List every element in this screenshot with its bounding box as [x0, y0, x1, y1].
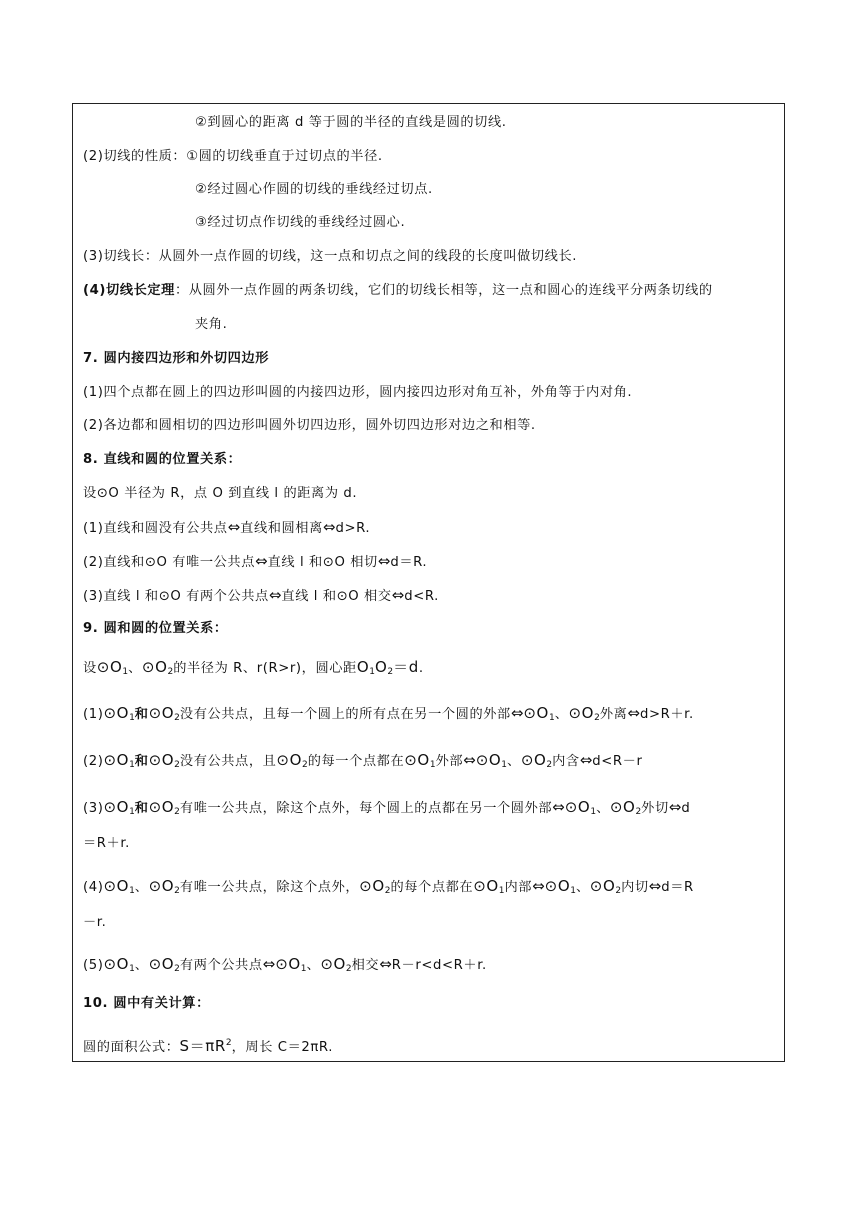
circle-relation-4: $(4)⊙O_1$、$⊙O_2$有唯一公共点，除这个点外，$⊙O_2$的每个点都在$⊙O_1$内部$\Leftrightarrow⊙O_1$、$⊙O_2$内切⇔d＝R [83, 877, 694, 896]
equivalence-icon: ⇔ [532, 877, 545, 895]
circle-relation-3-cont: ＝R＋r. [83, 836, 130, 851]
section-10-title: 10. 圆中有关计算： [83, 996, 210, 1011]
equivalence-icon: ⇔ [268, 586, 282, 604]
equivalence-icon: ⇔ [262, 955, 276, 973]
equivalence-icon: ⇔ [227, 518, 241, 536]
section-7-title: 7. 圆内接四边形和外切四边形 [83, 351, 270, 366]
tangent-length: (3)切线长：从圆外一点作圆的切线，这一点和切点之间的线段的长度叫做切线长. [83, 249, 578, 264]
section-8-intro: 设⊙O 半径为 R，点 O 到直线 l 的距离为 d. [83, 486, 358, 501]
equivalence-icon: ⇔ [668, 798, 682, 816]
equivalence-icon: ⇔ [391, 586, 405, 604]
theorem-text: ：从圆外一点作圆的两条切线，它们的切线长相等，这一点和圆心的连线平分两条切线的 [174, 283, 713, 298]
tangent-length-theorem [83, 282, 713, 300]
circle-relation-4-cont: －r. [83, 915, 107, 930]
theorem-continuation: 夹角. [195, 317, 228, 332]
section-8-item-1: (1)直线和圆没有公共点⇔直线和圆相离⇔d>R. [83, 518, 371, 536]
circle-relation-5: $(5)⊙O_1$、$⊙O_2$有两个公共点$\Leftrightarrow⊙O_1$、$⊙O_2$相交⇔R－r<d<R＋r. [83, 955, 487, 974]
circle-relation-2: $(2)⊙O_1$和$⊙O_2$没有公共点，且$⊙O_2$的每一个点都在$⊙O_1$外部$\Leftrightarrow⊙O_1$、$⊙O_2$内含⇔d<R－r [83, 751, 643, 770]
circle-relation-3: $(3)⊙O_1$和$⊙O_2$有唯一公共点，除这个点外，每个圆上的点都在另一个圆外部$\Leftrightarrow⊙O_1$、$⊙O_2$外切⇔d [83, 798, 691, 817]
equivalence-icon: ⇔ [379, 955, 392, 973]
equivalence-icon: ⇔ [552, 798, 565, 816]
tangent-property-2: ②经过圆心作圆的切线的垂线经过切点. [195, 182, 433, 197]
circle-relation-1: $(1)⊙O_1$和$⊙O_2$没有公共点，且每一个圆上的所有点在另一个圆的外部$\Leftrightarrow⊙O_1$、$⊙O_2$外离⇔d>R＋r. [83, 704, 694, 723]
tangent-properties: (2)切线的性质：①圆的切线垂直于过切点的半径. [83, 149, 383, 164]
equivalence-icon: ⇔ [463, 751, 476, 769]
tangent-property-3: ③经过切点作切线的垂线经过圆心. [195, 215, 406, 230]
section-8-item-2: (2)直线和⊙O 有唯一公共点⇔直线 l 和⊙O 相切⇔d＝R. [83, 552, 428, 570]
circle-area-formula: 圆的面积公式：$S=\pi R^2$，周长 C＝2πR. [83, 1037, 333, 1055]
equivalence-icon: ⇔ [322, 518, 336, 536]
section-9-title: 9. 圆和圆的位置关系： [83, 621, 228, 636]
equivalence-icon: ⇔ [510, 704, 524, 722]
equivalence-icon: ⇔ [648, 877, 662, 895]
equivalence-icon: ⇔ [377, 552, 391, 570]
equivalence-icon: ⇔ [579, 751, 593, 769]
section-8-title: 8. 直线和圆的位置关系： [83, 452, 242, 467]
content-frame [72, 103, 785, 1062]
theorem-label: (4)切线长定理 [83, 283, 175, 298]
equivalence-icon: ⇔ [627, 704, 640, 722]
section-7-item-2: (2)各边都和圆相切的四边形叫圆外切四边形，圆外切四边形对边之和相等. [83, 418, 536, 433]
equivalence-icon: ⇔ [255, 552, 268, 570]
tangent-criterion-2: ②到圆心的距离 d 等于圆的半径的直线是圆的切线. [195, 115, 507, 130]
section-9-intro: 设$⊙O_1$、$⊙O_2$的半径为 R、r(R>r)，圆心距$O_1O_2=d$. [83, 658, 424, 677]
section-7-item-1: (1)四个点都在圆上的四边形叫圆的内接四边形，圆内接四边形对角互补，外角等于内对角. [83, 385, 633, 400]
section-8-item-3: (3)直线 l 和⊙O 有两个公共点⇔直线 l 和⊙O 相交⇔d<R. [83, 586, 439, 604]
